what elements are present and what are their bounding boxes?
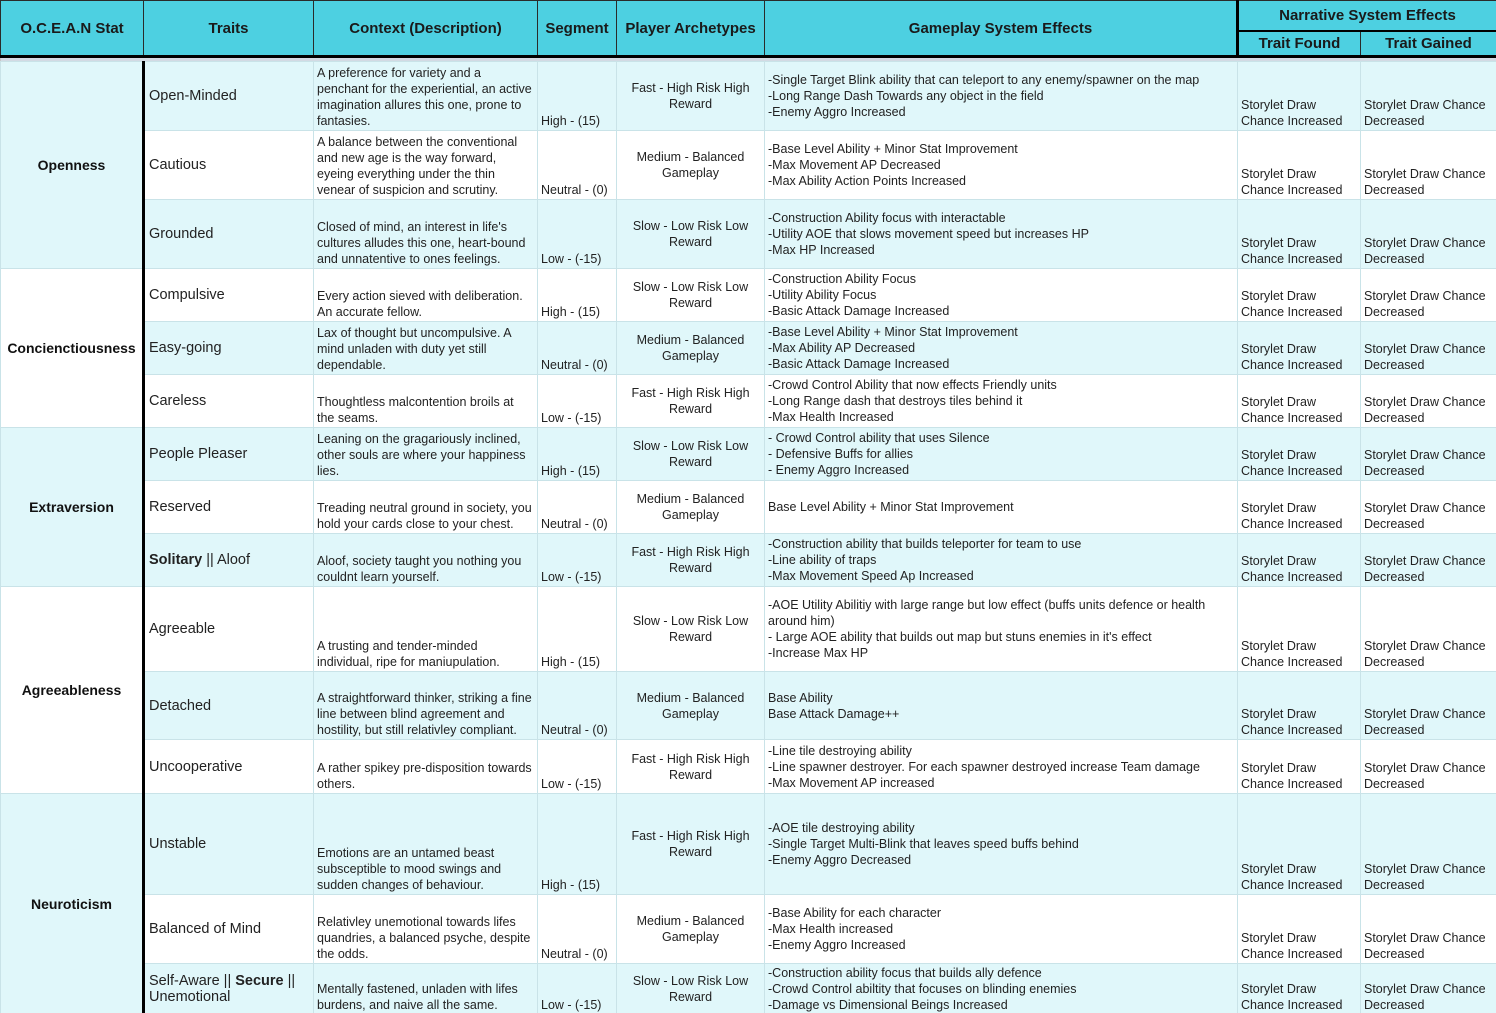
table-row [1,375,1496,428]
effect-line: -Utility Ability Focus [768,288,877,302]
archetype-cell[interactable]: Fast - High Risk High Reward [617,62,765,131]
effect-line: -Base Level Ability + Minor Stat Improvement [768,325,1018,339]
effect-line: - Large AOE ability that builds out map but stuns enemies in it's effect [768,630,1152,644]
effect-line: -Max Movement Speed Ap Increased [768,569,974,583]
context-cell[interactable]: Aloof, society taught you nothing you couldnt learn yourself. [314,534,538,587]
segment-cell[interactable]: Low - (-15) [538,200,617,269]
effect-line: Base Ability [768,690,833,705]
trait-gained-cell[interactable]: Storylet Draw Chance Decreased [1361,672,1496,740]
effect-line: -Construction ability that builds teleporter for team to use [768,537,1082,551]
trait-cell[interactable] [144,375,314,428]
trait-gained-cell[interactable]: Storylet Draw Chance Decreased [1361,964,1496,1013]
context-cell[interactable]: Lax of thought but uncompulsive. A mind unladen with duty yet still dependable. [314,322,538,375]
trait-gained-cell[interactable]: Storylet Draw Chance Decreased [1361,534,1496,587]
segment-cell[interactable]: Neutral - (0) [538,672,617,740]
header-trait-found[interactable]: Trait Found [1238,31,1361,57]
trait-name: Careless [149,393,207,409]
archetype-cell[interactable]: Medium - Balanced Gameplay [617,895,765,964]
table-row [1,62,1496,131]
context-cell[interactable]: Leaning on the gragariously inclined, other souls are where your happiness lies. [314,428,538,481]
effect-line: -Construction Ability focus with interactable [768,211,1006,225]
effect-line: Base Level Ability + Minor Stat Improvement [768,500,1014,514]
archetype-cell[interactable]: Fast - High Risk High Reward [617,534,765,587]
table-row [1,740,1496,794]
effect-line: -Utility AOE that slows movement speed but increases HP [768,227,1089,241]
segment-cell[interactable]: Low - (-15) [538,964,617,1013]
effect-line: -Max Ability Action Points Increased [768,174,967,188]
gameplay-effects-cell[interactable] [765,481,1238,534]
table-row [1,534,1496,587]
context-cell[interactable]: Every action sieved with deliberation. An accurate fellow. [314,269,538,322]
archetype-cell[interactable]: Fast - High Risk High Reward [617,375,765,428]
effect-line: - Enemy Aggro Increased [768,463,910,477]
trait-found-cell[interactable]: Storylet Draw Chance Increased [1238,62,1361,131]
table-row [1,269,1496,322]
segment-cell[interactable]: High - (15) [538,269,617,322]
table-row [1,428,1496,481]
trait-name: People Pleaser [149,446,248,462]
table-row [1,895,1496,964]
context-cell[interactable]: A trusting and tender-minded individual, ripe for maniupulation. [314,587,538,672]
trait-gained-cell[interactable]: Storylet Draw Chance Decreased [1361,740,1496,794]
trait-found-cell[interactable]: Storylet Draw Chance Increased [1238,672,1361,740]
context-cell[interactable]: A straightforward thinker, striking a fine line between blind agreement and hostility, but still relativley compliant. [314,672,538,740]
header-context[interactable]: Context (Description) [314,1,538,57]
trait-gained-cell[interactable]: Storylet Draw Chance Decreased [1361,895,1496,964]
trait-gained-cell[interactable]: Storylet Draw Chance Decreased [1361,322,1496,375]
segment-cell[interactable]: Neutral - (0) [538,131,617,200]
effect-line: -Single Target Blink ability that can teleport to any enemy/spawner on the map [768,73,1200,87]
trait-name-bold: Secure [235,973,284,989]
trait-gained-cell[interactable]: Storylet Draw Chance Decreased [1361,375,1496,428]
effect-line: -Basic Attack Damage Increased [768,304,950,318]
table-row [1,131,1496,200]
trait-found-cell[interactable]: Storylet Draw Chance Increased [1238,740,1361,794]
gameplay-effects-cell[interactable] [765,62,1238,131]
trait-name: Unstable [149,836,207,852]
segment-cell[interactable]: Low - (-15) [538,534,617,587]
trait-cell[interactable] [144,481,314,534]
gameplay-effects-cell[interactable] [765,375,1238,428]
trait-found-cell[interactable]: Storylet Draw Chance Increased [1238,375,1361,428]
context-cell[interactable]: A balance between the conventional and new age is the way forward, eyeing everything under the thin venear of suspicion and scrutiny. [314,131,538,200]
context-cell[interactable]: Thoughtless malcontention broils at the seams. [314,375,538,428]
trait-name: Detached [149,697,212,714]
gameplay-effects-cell[interactable] [765,200,1238,269]
effect-line: -Max Movement AP Decreased [768,158,941,172]
effect-line: -Long Range dash that destroys tiles behind it [768,394,1023,408]
trait-found-cell[interactable]: Storylet Draw Chance Increased [1238,200,1361,269]
context-cell[interactable]: Treading neutral ground in society, you hold your cards close to your chest. [314,481,538,534]
trait-name: || Unemotional [149,973,296,1005]
effect-line: -Construction Ability Focus [768,272,916,286]
effect-line: -Line ability of traps [768,553,877,567]
archetype-cell[interactable]: Medium - Balanced Gameplay [617,322,765,375]
table-row [1,794,1496,895]
gameplay-effects-cell[interactable] [765,794,1238,895]
trait-gained-cell[interactable]: Storylet Draw Chance Decreased [1361,794,1496,895]
trait-gained-cell[interactable]: Storylet Draw Chance Decreased [1361,200,1496,269]
trait-found-cell[interactable]: Storylet Draw Chance Increased [1238,269,1361,322]
trait-gained-cell[interactable]: Storylet Draw Chance Decreased [1361,481,1496,534]
ocean-stat-cell[interactable]: Concienctiousness [1,269,144,428]
ocean-stat-cell[interactable]: Agreeableness [1,587,144,794]
gameplay-effects-cell[interactable] [765,322,1238,375]
effect-line: -Base Level Ability + Minor Stat Improvement [768,142,1018,156]
archetype-cell[interactable]: Slow - Low Risk Low Reward [617,269,765,322]
trait-name: Agreeable [149,621,216,637]
effect-line: -Base Ability for each character [768,906,941,920]
gameplay-effects-cell[interactable] [765,895,1238,964]
trait-cell[interactable] [144,322,314,375]
effect-line: -AOE tile destroying ability [768,821,915,835]
context-cell[interactable]: Closed of mind, an interest in life's cultures alludes this one, heart-bound and unnatentive to ones feelings. [314,200,538,269]
trait-name: || Aloof [202,552,251,568]
effect-line: -Max HP Increased [768,243,875,257]
trait-name: Grounded [149,226,214,242]
trait-name: Cautious [149,157,207,173]
trait-name: Reserved [149,499,212,515]
table-row [1,964,1496,1013]
effect-line: -Construction ability focus that builds ally defence [768,966,1042,980]
context-cell[interactable]: Mentally fastened, unladen with lifes burdens, and naive all the same. [314,964,538,1013]
trait-cell[interactable] [144,672,314,740]
segment-cell[interactable]: Neutral - (0) [538,322,617,375]
effect-line: - Defensive Buffs for allies [768,447,913,461]
effect-line: Base Attack Damage++ [768,706,900,721]
trait-cell[interactable] [144,895,314,964]
table-row [1,322,1496,375]
trait-name: Self-Aware || [149,973,236,989]
effect-line: -Long Range Dash Towards any object in the field [768,89,1044,103]
header-ocean-stat[interactable]: O.C.E.A.N Stat [1,1,144,57]
trait-found-cell[interactable]: Storylet Draw Chance Increased [1238,428,1361,481]
trait-cell[interactable] [144,587,314,672]
ocean-stat-cell[interactable]: Extraversion [1,428,144,587]
context-cell[interactable]: A preference for variety and a penchant for the experiential, an active imagination allures this one, prone to fantasies. [314,62,538,131]
archetype-cell[interactable]: Medium - Balanced Gameplay [617,672,765,740]
trait-found-cell[interactable]: Storylet Draw Chance Increased [1238,794,1361,895]
trait-cell[interactable] [144,269,314,322]
effect-line: -AOE Utility Abilitiy with large range but low effect (buffs units defence or health around him) [768,598,1206,628]
gameplay-effects-cell[interactable] [765,672,1238,740]
effect-line: -Max Health Increased [768,410,894,424]
trait-cell[interactable] [144,131,314,200]
gameplay-effects-cell[interactable] [765,534,1238,587]
effect-line: -Enemy Aggro Increased [768,105,906,119]
archetype-cell[interactable]: Slow - Low Risk Low Reward [617,200,765,269]
gameplay-effects-cell[interactable] [765,428,1238,481]
trait-name: Uncooperative [149,758,243,775]
header-narrative-effects[interactable]: Narrative System Effects [1238,1,1496,31]
trait-cell[interactable] [144,794,314,895]
effect-line: -Increase Max HP [768,646,869,660]
gameplay-effects-cell[interactable] [765,740,1238,794]
trait-name: Open-Minded [149,88,237,104]
effect-line: -Basic Attack Damage Increased [768,357,950,371]
header-trait-gained[interactable]: Trait Gained [1361,31,1496,57]
effect-line: -Damage vs Dimensional Beings Increased [768,998,1008,1012]
trait-cell[interactable] [144,964,314,1013]
ocean-stat-cell[interactable]: Openness [1,62,144,269]
trait-cell[interactable] [144,534,314,587]
header-player-archetypes[interactable]: Player Archetypes [617,1,765,57]
segment-cell[interactable]: Neutral - (0) [538,895,617,964]
header-segment[interactable]: Segment [538,1,617,57]
table-row [1,200,1496,269]
table-row [1,587,1496,672]
trait-gained-cell[interactable]: Storylet Draw Chance Decreased [1361,428,1496,481]
gameplay-effects-cell[interactable] [765,964,1238,1013]
segment-cell[interactable]: High - (15) [538,428,617,481]
trait-cell[interactable] [144,62,314,131]
segment-cell[interactable]: High - (15) [538,794,617,895]
table-header [1,1,1496,62]
trait-gained-cell[interactable]: Storylet Draw Chance Decreased [1361,62,1496,131]
effect-line: -Enemy Aggro Increased [768,938,906,952]
trait-found-cell[interactable]: Storylet Draw Chance Increased [1238,587,1361,672]
effect-line: -Line spawner destroyer. For each spawner destroyed increase Team damage [768,759,1200,774]
table-row [1,481,1496,534]
context-cell[interactable]: A rather spikey pre-disposition towards others. [314,740,538,794]
archetype-cell[interactable]: Slow - Low Risk Low Reward [617,964,765,1013]
trait-name: Easy-going [149,340,222,356]
trait-cell[interactable] [144,428,314,481]
trait-found-cell[interactable]: Storylet Draw Chance Increased [1238,131,1361,200]
trait-found-cell[interactable]: Storylet Draw Chance Increased [1238,481,1361,534]
effect-line: -Enemy Aggro Decreased [768,853,912,867]
trait-found-cell[interactable]: Storylet Draw Chance Increased [1238,322,1361,375]
effect-line: - Crowd Control ability that uses Silence [768,431,990,445]
header-traits[interactable]: Traits [144,1,314,57]
trait-cell[interactable] [144,740,314,794]
trait-name-bold: Solitary [149,552,203,568]
segment-cell[interactable]: Low - (-15) [538,740,617,794]
segment-cell[interactable]: Neutral - (0) [538,481,617,534]
trait-name: Compulsive [149,287,225,303]
header-gameplay-effects[interactable]: Gameplay System Effects [765,1,1238,57]
effect-line: -Max Health increased [768,922,894,936]
table-body [1,62,1496,1013]
effect-line: -Crowd Control Ability that now effects Friendly units [768,378,1057,392]
archetype-cell[interactable]: Fast - High Risk High Reward [617,794,765,895]
trait-name: Balanced of Mind [149,921,262,937]
context-cell[interactable]: Emotions are an untamed beast subsceptible to mood swings and sudden changes of behaviour. [314,794,538,895]
effect-line: -Line tile destroying ability [768,743,912,758]
gameplay-effects-cell[interactable] [765,587,1238,672]
segment-cell[interactable]: High - (15) [538,62,617,131]
context-cell[interactable]: Relativley unemotional towards lifes quandries, a balanced psyche, despite the odds. [314,895,538,964]
segment-cell[interactable]: High - (15) [538,587,617,672]
trait-gained-cell[interactable]: Storylet Draw Chance Decreased [1361,587,1496,672]
gameplay-effects-cell[interactable] [765,269,1238,322]
segment-cell[interactable]: Low - (-15) [538,375,617,428]
trait-cell[interactable] [144,200,314,269]
trait-gained-cell[interactable]: Storylet Draw Chance Decreased [1361,269,1496,322]
archetype-cell[interactable]: Medium - Balanced Gameplay [617,481,765,534]
archetype-cell[interactable]: Slow - Low Risk Low Reward [617,587,765,672]
effect-line: -Max Ability AP Decreased [768,341,916,355]
trait-found-cell[interactable]: Storylet Draw Chance Increased [1238,964,1361,1013]
gameplay-effects-cell[interactable] [765,131,1238,200]
effect-line: -Single Target Multi-Blink that leaves speed buffs behind [768,837,1079,851]
archetype-cell[interactable]: Medium - Balanced Gameplay [617,131,765,200]
archetype-cell[interactable]: Fast - High Risk High Reward [617,740,765,794]
trait-gained-cell[interactable]: Storylet Draw Chance Decreased [1361,131,1496,200]
trait-found-cell[interactable]: Storylet Draw Chance Increased [1238,895,1361,964]
ocean-stat-cell[interactable]: Neuroticism [1,794,144,1013]
effect-line: -Max Movement AP increased [768,775,935,790]
effect-line: -Crowd Control abiltity that focuses on blinding enemies [768,982,1077,996]
archetype-cell[interactable]: Slow - Low Risk Low Reward [617,428,765,481]
table-row [1,672,1496,740]
trait-found-cell[interactable]: Storylet Draw Chance Increased [1238,534,1361,587]
